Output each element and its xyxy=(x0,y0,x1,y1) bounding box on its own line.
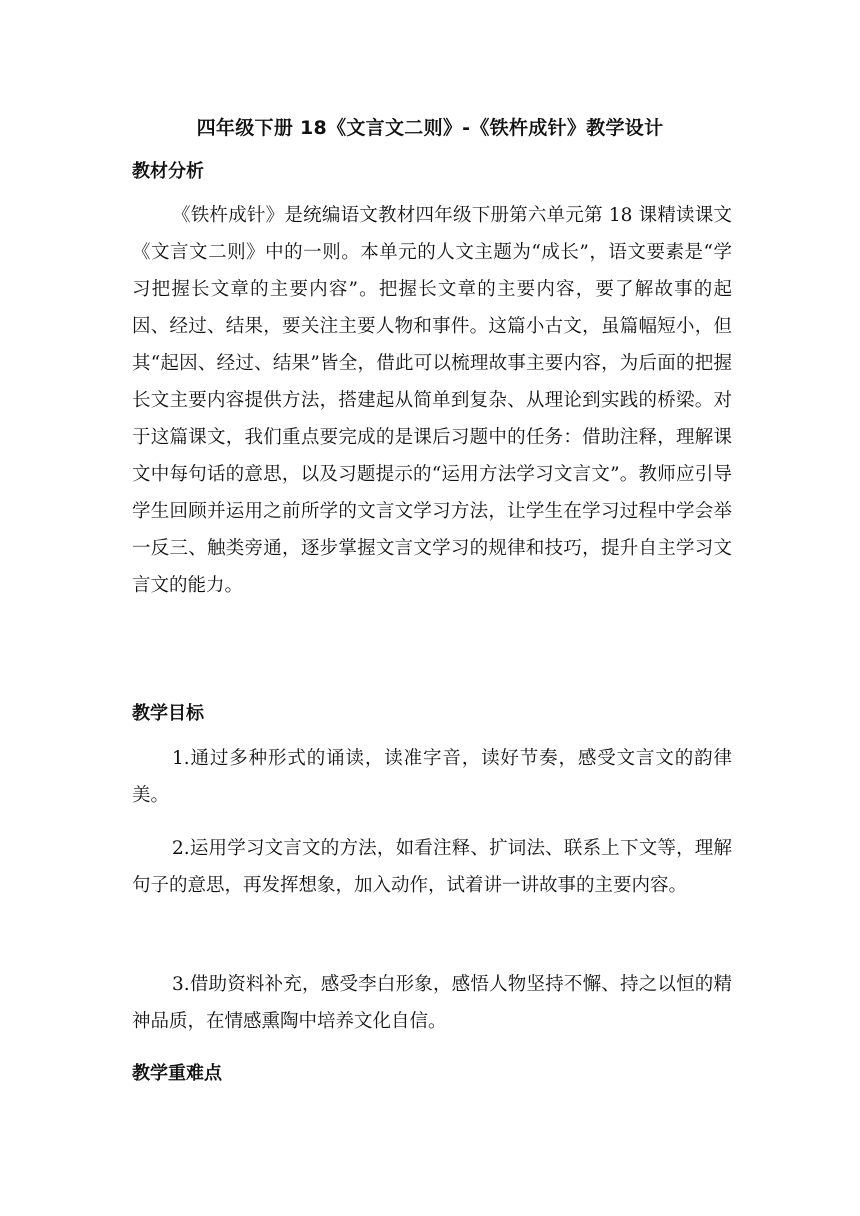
section-heading-key-difficulties: 教学重难点 xyxy=(132,1063,222,1084)
paragraph-goal-2: 2.运用学习文言文的方法，如看注释、扩词法、联系上下文等，理解句子的意思，再发挥想象，加入动作，试着讲一讲故事的主要内容。 xyxy=(132,838,732,896)
paragraph-goal-1: 1.通过多种形式的诵读，读准字音，读好节奏，感受文言文的韵律美。 xyxy=(132,748,732,806)
document-title: 四年级下册 18《文言文二则》-《铁杵成针》教学设计 xyxy=(196,117,664,139)
section-heading-teaching-goals: 教学目标 xyxy=(132,703,204,724)
paragraph-goal-3: 3.借助资料补充，感受李白形象，感悟人物坚持不懈、持之以恒的精神品质，在情感熏陶中培养文化自信。 xyxy=(132,974,732,1032)
paragraph-textbook-analysis: 《铁杵成针》是统编语文教材四年级下册第六单元第 18 课精读课文《文言文二则》中的一则。本单元的人文主题为“成长”，语文要素是“学习把握长文章的主要内容”。把握长文章的主要内容，要了解故事的起因、经过、结果，要关注主要人物和事件。这篇小古文，虽篇幅短小，但其“起因、经过、结果”皆全，借此可以梳理故事主要内容，为后面的把握长文主要内容提供方法，搭建起从简单到复杂、从理论到实践的桥梁。对于这篇课文，我们重点要完成的是课后习题中的任务：借助注释，理解课文中每句话的意思，以及习题提示的“运用方法学习文言文”。教师应引导学生回顾并运用之前所学的文言文学习方法，让学生在学习过程中学会举一反三、触类旁通，逐步掌握文言文学习的规律和技巧，提升自主学习文言文的能力。 xyxy=(132,205,732,596)
section-heading-textbook-analysis: 教材分析 xyxy=(132,161,204,182)
